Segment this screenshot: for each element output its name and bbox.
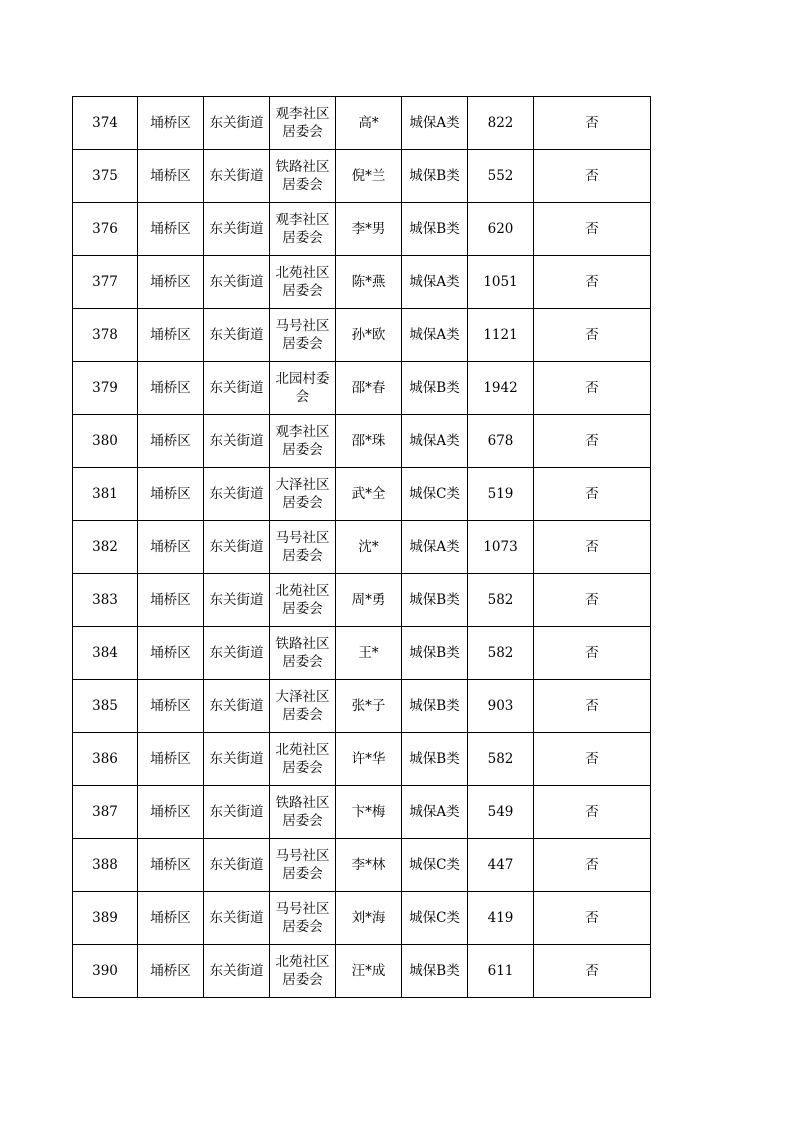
row-number-cell: 377 [73,256,138,309]
community-cell [270,786,336,839]
street-cell: 东关街道 [204,309,270,362]
row-number-cell: 381 [73,468,138,521]
community-name: 观李社区居委会 [275,106,330,140]
community-cell [270,733,336,786]
insurance-type-cell: 城保A类 [402,256,468,309]
community-name: 马号社区居委会 [275,318,330,352]
flag-cell: 否 [534,733,651,786]
community-cell [270,97,336,150]
person-name-cell: 邵*春 [336,362,402,415]
amount-cell: 552 [468,150,534,203]
amount-cell: 1073 [468,521,534,574]
flag-cell: 否 [534,256,651,309]
flag-cell: 否 [534,892,651,945]
table-row [73,892,651,945]
row-number-cell: 384 [73,627,138,680]
community-name: 铁路社区居委会 [275,636,330,670]
community-cell [270,362,336,415]
community-cell [270,627,336,680]
person-name-cell: 张*子 [336,680,402,733]
table-row [73,415,651,468]
street-cell: 东关街道 [204,362,270,415]
amount-cell: 582 [468,574,534,627]
row-number-cell: 380 [73,415,138,468]
table-row [73,680,651,733]
district-cell: 埇桥区 [138,733,204,786]
table-row [73,203,651,256]
table-row [73,574,651,627]
insurance-type-cell: 城保B类 [402,574,468,627]
person-name-cell: 王* [336,627,402,680]
flag-cell: 否 [534,415,651,468]
flag-cell: 否 [534,680,651,733]
insurance-type-cell: 城保A类 [402,97,468,150]
table-row [73,150,651,203]
flag-cell: 否 [534,574,651,627]
district-cell: 埇桥区 [138,786,204,839]
district-cell: 埇桥区 [138,839,204,892]
street-cell: 东关街道 [204,574,270,627]
person-name-cell: 邵*珠 [336,415,402,468]
street-cell: 东关街道 [204,203,270,256]
row-number-cell: 386 [73,733,138,786]
district-cell: 埇桥区 [138,256,204,309]
table-row [73,97,651,150]
flag-cell: 否 [534,97,651,150]
district-cell: 埇桥区 [138,150,204,203]
community-cell [270,203,336,256]
amount-cell: 620 [468,203,534,256]
community-cell [270,521,336,574]
amount-cell: 549 [468,786,534,839]
amount-cell: 611 [468,945,534,998]
district-cell: 埇桥区 [138,97,204,150]
row-number-cell: 374 [73,97,138,150]
district-cell: 埇桥区 [138,945,204,998]
row-number-cell: 388 [73,839,138,892]
person-name-cell: 倪*兰 [336,150,402,203]
street-cell: 东关街道 [204,945,270,998]
amount-cell: 1051 [468,256,534,309]
community-name: 北苑社区居委会 [275,583,330,617]
community-cell [270,680,336,733]
table-row [73,521,651,574]
person-name-cell: 沈* [336,521,402,574]
table-row [73,733,651,786]
insurance-type-cell: 城保A类 [402,309,468,362]
amount-cell: 1942 [468,362,534,415]
person-name-cell: 李*林 [336,839,402,892]
flag-cell: 否 [534,521,651,574]
community-name: 大泽社区居委会 [275,689,330,723]
insurance-type-cell: 城保B类 [402,362,468,415]
person-name-cell: 孙*欧 [336,309,402,362]
community-cell [270,839,336,892]
community-cell [270,892,336,945]
community-name: 铁路社区居委会 [275,159,330,193]
insurance-type-cell: 城保B类 [402,627,468,680]
row-number-cell: 387 [73,786,138,839]
person-name-cell: 武*全 [336,468,402,521]
flag-cell: 否 [534,839,651,892]
street-cell: 东关街道 [204,415,270,468]
person-name-cell: 李*男 [336,203,402,256]
community-cell [270,415,336,468]
community-cell [270,150,336,203]
district-cell: 埇桥区 [138,521,204,574]
insurance-type-cell: 城保B类 [402,680,468,733]
insurance-type-cell: 城保A类 [402,521,468,574]
district-cell: 埇桥区 [138,627,204,680]
community-name: 马号社区居委会 [275,901,330,935]
district-cell: 埇桥区 [138,203,204,256]
community-cell [270,468,336,521]
insurance-type-cell: 城保C类 [402,839,468,892]
flag-cell: 否 [534,362,651,415]
community-name: 大泽社区居委会 [275,477,330,511]
roster-table [72,96,651,998]
community-name: 北苑社区居委会 [275,265,330,299]
flag-cell: 否 [534,786,651,839]
row-number-cell: 383 [73,574,138,627]
table-row [73,786,651,839]
community-cell [270,309,336,362]
district-cell: 埇桥区 [138,309,204,362]
insurance-type-cell: 城保B类 [402,733,468,786]
table-row [73,945,651,998]
district-cell: 埇桥区 [138,468,204,521]
amount-cell: 822 [468,97,534,150]
flag-cell: 否 [534,203,651,256]
row-number-cell: 390 [73,945,138,998]
street-cell: 东关街道 [204,892,270,945]
community-name: 马号社区居委会 [275,530,330,564]
street-cell: 东关街道 [204,627,270,680]
street-cell: 东关街道 [204,521,270,574]
street-cell: 东关街道 [204,256,270,309]
amount-cell: 1121 [468,309,534,362]
table-row [73,627,651,680]
street-cell: 东关街道 [204,786,270,839]
table-row [73,362,651,415]
row-number-cell: 389 [73,892,138,945]
street-cell: 东关街道 [204,733,270,786]
street-cell: 东关街道 [204,150,270,203]
table-row [73,839,651,892]
insurance-type-cell: 城保B类 [402,945,468,998]
person-name-cell: 刘*海 [336,892,402,945]
row-number-cell: 378 [73,309,138,362]
community-cell [270,945,336,998]
flag-cell: 否 [534,945,651,998]
community-cell [270,574,336,627]
table-row [73,468,651,521]
district-cell: 埇桥区 [138,680,204,733]
row-number-cell: 385 [73,680,138,733]
roster-body [73,97,651,998]
amount-cell: 903 [468,680,534,733]
amount-cell: 582 [468,733,534,786]
person-name-cell: 卞*梅 [336,786,402,839]
district-cell: 埇桥区 [138,362,204,415]
row-number-cell: 382 [73,521,138,574]
table-row [73,256,651,309]
community-name: 观李社区居委会 [275,212,330,246]
community-name: 马号社区居委会 [275,848,330,882]
district-cell: 埇桥区 [138,574,204,627]
insurance-type-cell: 城保B类 [402,203,468,256]
community-name: 北苑社区居委会 [275,954,330,988]
community-name: 观李社区居委会 [275,424,330,458]
person-name-cell: 周*勇 [336,574,402,627]
insurance-type-cell: 城保C类 [402,892,468,945]
street-cell: 东关街道 [204,680,270,733]
person-name-cell: 许*华 [336,733,402,786]
district-cell: 埇桥区 [138,892,204,945]
community-name: 铁路社区居委会 [275,795,330,829]
person-name-cell: 陈*燕 [336,256,402,309]
amount-cell: 447 [468,839,534,892]
street-cell: 东关街道 [204,468,270,521]
insurance-type-cell: 城保C类 [402,468,468,521]
community-name: 北园村委会 [275,371,330,405]
person-name-cell: 高* [336,97,402,150]
amount-cell: 582 [468,627,534,680]
amount-cell: 519 [468,468,534,521]
flag-cell: 否 [534,309,651,362]
insurance-type-cell: 城保A类 [402,415,468,468]
amount-cell: 419 [468,892,534,945]
row-number-cell: 379 [73,362,138,415]
flag-cell: 否 [534,627,651,680]
insurance-type-cell: 城保B类 [402,150,468,203]
street-cell: 东关街道 [204,97,270,150]
table-row [73,309,651,362]
row-number-cell: 375 [73,150,138,203]
community-name: 北苑社区居委会 [275,742,330,776]
community-cell [270,256,336,309]
row-number-cell: 376 [73,203,138,256]
amount-cell: 678 [468,415,534,468]
flag-cell: 否 [534,468,651,521]
street-cell: 东关街道 [204,839,270,892]
district-cell: 埇桥区 [138,415,204,468]
insurance-type-cell: 城保A类 [402,786,468,839]
flag-cell: 否 [534,150,651,203]
person-name-cell: 汪*成 [336,945,402,998]
